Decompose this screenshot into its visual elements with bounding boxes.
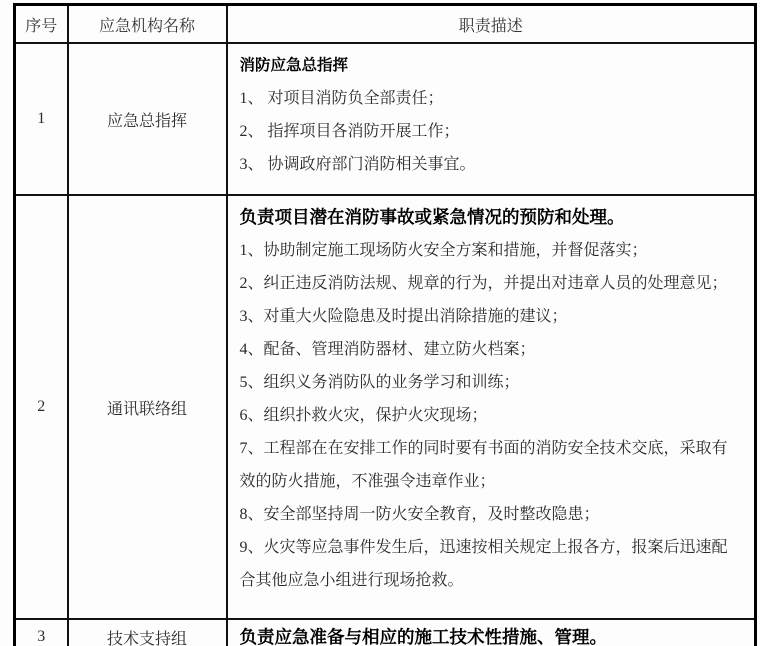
row-2-number: 2 [15, 195, 68, 619]
row-2-duty-item-4: 4、配备、管理消防器材、建立防火档案； [239, 341, 536, 358]
row-1-number: 1 [15, 43, 68, 195]
row-1-organization: 应急总指挥 [68, 43, 227, 195]
row-2-duty-item-8: 8、安全部坚持周一防火安全教育，及时整改隐患； [239, 506, 600, 523]
row-2-organization: 通讯联络组 [68, 195, 227, 619]
emergency-responsibility-table [13, 3, 757, 646]
row-3-duty-cell [227, 619, 756, 646]
row-2-duty-title: 负责项目潜在消防事故或紧急情况的预防和处理。 [239, 207, 625, 227]
row-2-duty-item-7: 7、工程部在在安排工作的同时要有书面的消防安全技术交底，采取有效的防火措施，不准强令违章作业； [239, 440, 728, 490]
row-2-duty-item-9: 9、火灾等应急事件发生后，迅速按相关规定上报各方，报案后迅速配合其他应急小组进行现场抢救。 [239, 539, 728, 589]
row-1-duty-item-2: 2、 指挥项目各消防开展工作； [239, 123, 460, 140]
row-3-duty-title: 负责应急准备与相应的施工技术性措施、管理。 [239, 626, 607, 646]
header-sequence-number: 序号 [15, 5, 68, 44]
row-3-number: 3 [15, 619, 68, 646]
header-duty-description: 职责描述 [227, 5, 756, 44]
header-organization-name: 应急机构名称 [68, 5, 227, 44]
row-2-duty-item-5: 5、组织义务消防队的业务学习和训练； [239, 374, 520, 391]
table-row-3 [15, 619, 756, 646]
row-2-duty-item-6: 6、组织扑救火灾，保护火灾现场； [239, 407, 488, 424]
row-1-duty-title: 消防应急总指挥 [239, 57, 349, 74]
table-row-1 [15, 43, 756, 195]
row-3-organization: 技术支持组 [68, 619, 227, 646]
table-header-row [15, 5, 756, 44]
row-2-duty-item-1: 1、协助制定施工现场防火安全方案和措施，并督促落实； [239, 242, 648, 259]
row-1-duty-item-1: 1、 对项目消防负全部责任； [239, 90, 444, 107]
table-row-2 [15, 195, 756, 619]
row-2-duty-item-3: 3、对重大火险隐患及时提出消除措施的建议； [239, 308, 568, 325]
row-1-duty-cell [227, 43, 756, 195]
row-1-duty-item-3: 3、 协调政府部门消防相关事宜。 [239, 156, 476, 173]
row-2-duty-item-2: 2、纠正违反消防法规、规章的行为，并提出对违章人员的处理意见； [239, 275, 728, 292]
document-page [0, 3, 760, 646]
row-2-duty-cell [227, 195, 756, 619]
